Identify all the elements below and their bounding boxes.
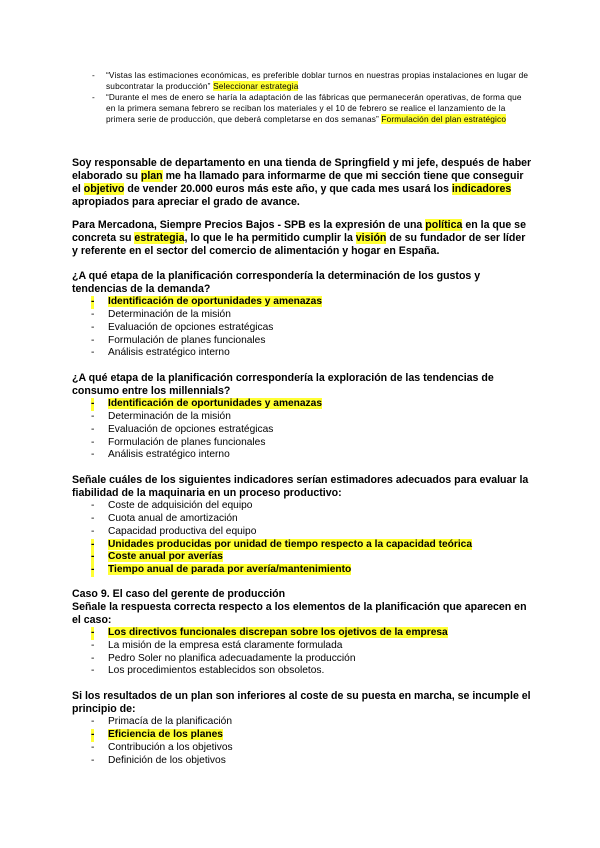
mercadona-paragraph bbox=[72, 219, 532, 258]
option-text: Análisis estratégico interno bbox=[108, 449, 230, 461]
question-title: Señale la respuesta correcta respecto a los elementos de la planificación que aparecen en el caso: bbox=[72, 600, 527, 626]
option bbox=[72, 347, 532, 360]
option-text: La misión de la empresa está claramente formulada bbox=[108, 639, 343, 651]
option-list bbox=[72, 296, 532, 361]
list-dash: - bbox=[91, 512, 95, 524]
option-text: Identificación de oportunidades y amenazas bbox=[108, 295, 322, 307]
option bbox=[72, 424, 532, 437]
question-title: ¿A qué etapa de la planificación correspondería la exploración de las tendencias de consumo entre los millennials? bbox=[72, 372, 494, 397]
list-dash: - bbox=[91, 551, 95, 563]
option bbox=[72, 653, 532, 666]
list-dash: - bbox=[91, 525, 95, 537]
option-text: Identificación de oportunidades y amenazas bbox=[108, 397, 322, 409]
option bbox=[72, 437, 532, 450]
para-text: apropiados para apreciar el grado de avance. bbox=[72, 196, 300, 208]
list-dash: - bbox=[91, 436, 95, 448]
option-text: Contribución a los objetivos bbox=[108, 741, 233, 753]
para-highlight: estrategia bbox=[134, 232, 185, 244]
option-text: Evaluación de opciones estratégicas bbox=[108, 423, 274, 435]
springfield-paragraph bbox=[72, 157, 532, 209]
para-text: en la que se concreta su bbox=[72, 219, 526, 244]
list-dash: - bbox=[91, 538, 95, 550]
quote-answer: Formulación del plan estratégico bbox=[381, 114, 507, 125]
option bbox=[72, 742, 532, 755]
list-dash: - bbox=[92, 92, 95, 103]
option-text: Formulación de planes funcionales bbox=[108, 334, 266, 346]
option bbox=[72, 322, 532, 335]
option bbox=[72, 755, 532, 768]
option bbox=[72, 513, 532, 526]
para-text: de vender 20.000 euros más este año, y que cada mes usará los bbox=[124, 183, 452, 195]
option bbox=[72, 640, 532, 653]
list-dash: - bbox=[91, 741, 95, 753]
list-dash: - bbox=[91, 423, 95, 435]
list-dash: - bbox=[91, 564, 95, 576]
option-list bbox=[72, 398, 532, 463]
option-correct bbox=[72, 627, 532, 640]
list-dash: - bbox=[91, 334, 95, 346]
question-title: Señale cuáles de los siguientes indicadores serían estimadores adecuados para evaluar la fiabilidad de la maquinaria en un proceso productivo: bbox=[72, 474, 529, 499]
list-dash: - bbox=[91, 639, 95, 651]
quote-item bbox=[92, 92, 532, 125]
option bbox=[72, 309, 532, 322]
list-dash: - bbox=[91, 626, 95, 638]
option bbox=[72, 716, 532, 729]
option-text: Eficiencia de los planes bbox=[108, 728, 223, 740]
para-highlight: visión bbox=[355, 232, 387, 244]
case-title: Caso 9. El caso del gerente de producción bbox=[72, 588, 286, 600]
para-text: me ha llamado para informarme de que mi sección tiene que conseguir el bbox=[72, 170, 524, 195]
quote-text: “Vistas las estimaciones económicas, es preferible doblar turnos en nuestras propias instalaciones en lugar de subcontratar la producción” bbox=[106, 70, 529, 92]
list-dash: - bbox=[91, 397, 95, 409]
option-text: Determinación de la misión bbox=[108, 410, 231, 422]
list-dash: - bbox=[91, 410, 95, 422]
para-text: de su fundador de ser líder y referente en el sector del comercio de alimentación y hogar en España. bbox=[72, 232, 526, 257]
option-text: Los directivos funcionales discrepan sobre los ojetivos de la empresa bbox=[108, 626, 448, 638]
option-correct bbox=[72, 564, 532, 577]
para-highlight: plan bbox=[140, 170, 163, 182]
quote-answer: Seleccionar estrategia bbox=[213, 81, 299, 92]
list-dash: - bbox=[91, 295, 95, 307]
option-text: Definición de los objetivos bbox=[108, 754, 226, 766]
question-4 bbox=[72, 588, 532, 678]
list-dash: - bbox=[91, 449, 95, 461]
option-text: Determinación de la misión bbox=[108, 308, 231, 320]
option-list bbox=[72, 500, 532, 577]
option-correct bbox=[72, 539, 532, 552]
para-text: , lo que le ha permitido cumplir la bbox=[184, 232, 356, 244]
option-text: Evaluación de opciones estratégicas bbox=[108, 321, 274, 333]
list-dash: - bbox=[91, 308, 95, 320]
para-text: Soy responsable de departamento en una tienda de Springfield y mi jefe, después de haber elaborado su bbox=[72, 157, 532, 182]
list-dash: - bbox=[91, 728, 95, 740]
option-text: Coste anual por averías bbox=[108, 551, 223, 563]
para-highlight: objetivo bbox=[83, 183, 125, 195]
para-highlight: política bbox=[425, 219, 463, 231]
option-correct bbox=[72, 729, 532, 742]
option-text: Unidades producidas por unidad de tiempo respecto a la capacidad teórica bbox=[108, 538, 473, 550]
list-dash: - bbox=[91, 665, 95, 677]
list-dash: - bbox=[91, 652, 95, 664]
question-1 bbox=[72, 270, 532, 360]
option bbox=[72, 335, 532, 348]
option-text: Primacía de la planificación bbox=[108, 715, 233, 727]
option bbox=[72, 665, 532, 678]
option-text: Análisis estratégico interno bbox=[108, 347, 230, 359]
quote-item bbox=[92, 70, 532, 92]
list-dash: - bbox=[91, 321, 95, 333]
option bbox=[72, 449, 532, 462]
option-correct bbox=[72, 296, 532, 309]
option-correct bbox=[72, 551, 532, 564]
para-text: Para Mercadona, Siempre Precios Bajos - SPB es la expresión de una bbox=[72, 219, 426, 231]
question-title: ¿A qué etapa de la planificación correspondería la determinación de los gustos y tendencias de la demanda? bbox=[72, 270, 481, 295]
option bbox=[72, 411, 532, 424]
question-2 bbox=[72, 372, 532, 462]
question-3 bbox=[72, 474, 532, 577]
para-highlight: indicadores bbox=[451, 183, 512, 195]
option-text: Tiempo anual de parada por avería/mantenimiento bbox=[108, 564, 352, 576]
quote-list bbox=[92, 70, 532, 125]
option bbox=[72, 526, 532, 539]
option-text: Coste de adquisición del equipo bbox=[108, 499, 253, 511]
question-title: Si los resultados de un plan son inferiores al coste de su puesta en marcha, se incumple el principio de: bbox=[72, 690, 531, 715]
quote-text: “Durante el mes de enero se haría la adaptación de las fábricas que permanecerán operativas, de forma que en la primera semana febrero se reciban los materiales y el 10 de febrero se realice el lanzamiento de la primera serie de producción, que deberá completarse en dos semanas” bbox=[106, 92, 522, 125]
question-5 bbox=[72, 690, 532, 767]
option-list bbox=[72, 716, 532, 768]
list-dash: - bbox=[91, 715, 95, 727]
list-dash: - bbox=[91, 347, 95, 359]
option-text: Los procedimientos establecidos son obsoletos. bbox=[108, 665, 325, 677]
option-text: Cuota anual de amortización bbox=[108, 512, 238, 524]
option-correct bbox=[72, 398, 532, 411]
list-dash: - bbox=[92, 70, 95, 80]
list-dash: - bbox=[91, 754, 95, 766]
option-list bbox=[72, 627, 532, 679]
option-text: Capacidad productiva del equipo bbox=[108, 525, 257, 537]
option-text: Formulación de planes funcionales bbox=[108, 436, 266, 448]
option-text: Pedro Soler no planifica adecuadamente la producción bbox=[108, 652, 356, 664]
option bbox=[72, 500, 532, 513]
list-dash: - bbox=[91, 499, 95, 511]
